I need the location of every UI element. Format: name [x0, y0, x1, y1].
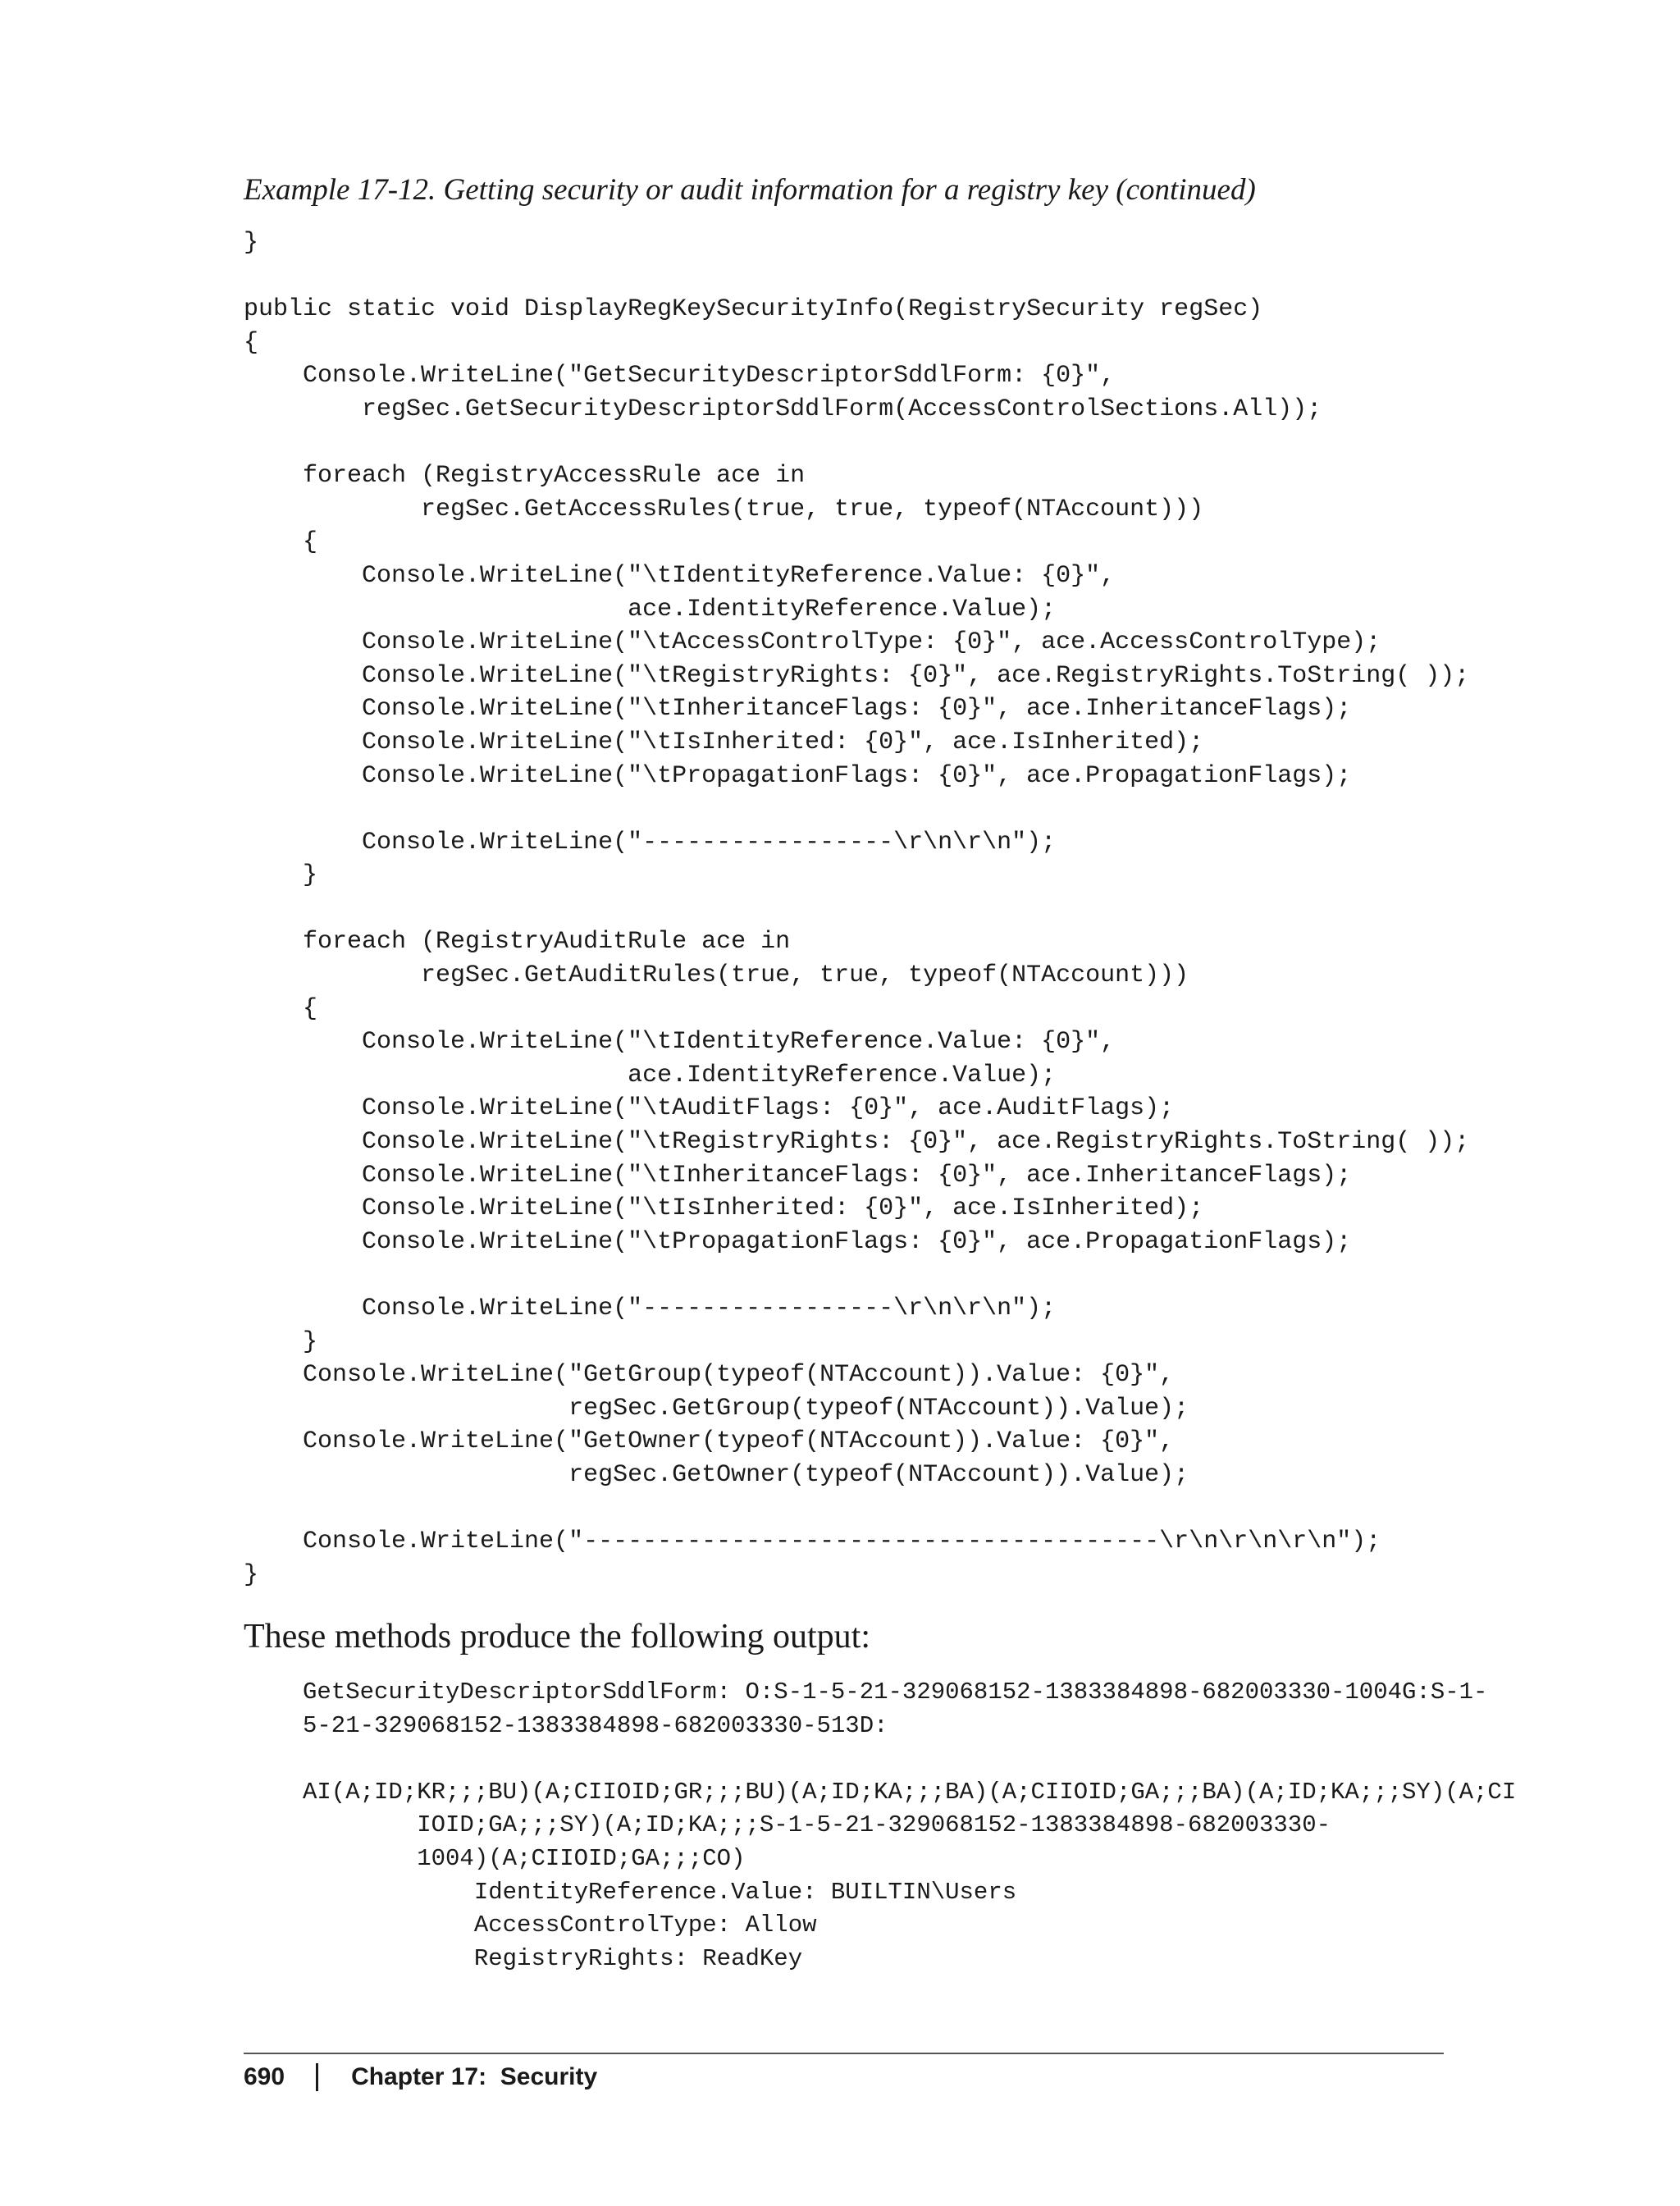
- page-number: 690: [244, 2063, 285, 2090]
- code-line: Console.WriteLine("\tIsInherited: {0}", ace.IsInherited);: [244, 1194, 1204, 1223]
- output-line: 5-21-329068152-1383384898-682003330-513D:: [303, 1711, 888, 1739]
- example-caption: Example 17-12. Getting security or audit information for a registry key (continued): [244, 173, 1256, 207]
- code-line: [244, 260, 1469, 294]
- code-line: {: [244, 328, 259, 357]
- code-line: {: [244, 528, 318, 557]
- code-line: Console.WriteLine("---------------------------------------\r\n\r\n\r\n");: [244, 1528, 1381, 1556]
- code-line: regSec.GetOwner(typeof(NTAccount)).Value);: [244, 1460, 1189, 1489]
- output-line: [303, 1742, 1516, 1776]
- output-listing: [303, 1676, 1516, 1975]
- output-line: IOID;GA;;;SY)(A;ID;KA;;;S-1-5-21-329068152-1383384898-682003330-: [303, 1811, 1331, 1839]
- code-line: Console.WriteLine("\tRegistryRights: {0}", ace.RegistryRights.ToString( ));: [244, 1128, 1470, 1157]
- code-line: [244, 893, 1469, 926]
- code-line: Console.WriteLine("-----------------\r\n\r\n");: [244, 1295, 1057, 1322]
- code-line: [244, 792, 1469, 826]
- code-listing: [244, 226, 1469, 1625]
- code-line: foreach (RegistryAccessRule ace in: [244, 462, 806, 491]
- code-line: }: [244, 1327, 318, 1356]
- code-line: }: [244, 861, 318, 890]
- output-line: RegistryRights: ReadKey: [303, 1944, 803, 1972]
- page-footer: [244, 2059, 597, 2095]
- code-line: Console.WriteLine("-----------------\r\n\r\n");: [244, 828, 1057, 856]
- output-line: GetSecurityDescriptorSddlForm: O:S-1-5-21-329068152-1383384898-682003330-1004G:S-1-: [303, 1678, 1488, 1706]
- code-line: regSec.GetSecurityDescriptorSddlForm(AccessControlSections.All));: [244, 395, 1322, 423]
- code-line: [244, 427, 1469, 460]
- code-line: Console.WriteLine("GetOwner(typeof(NTAccount)).Value: {0}",: [244, 1427, 1175, 1456]
- code-line: Console.WriteLine("\tPropagationFlags: {0}", ace.PropagationFlags);: [244, 761, 1352, 790]
- code-line: ace.IdentityReference.Value);: [244, 1061, 1057, 1089]
- output-line: 1004)(A;CIIOID;GA;;;CO): [303, 1844, 746, 1872]
- code-line: Console.WriteLine("\tInheritanceFlags: {0}", ace.InheritanceFlags);: [244, 1161, 1352, 1190]
- footer-divider: [244, 2053, 1444, 2054]
- code-line: Console.WriteLine("\tIdentityReference.Value: {0}",: [244, 1028, 1116, 1057]
- code-line: Console.WriteLine("GetSecurityDescriptorSddlForm: {0}",: [244, 362, 1116, 391]
- code-line: {: [244, 994, 318, 1023]
- code-line: regSec.GetAuditRules(true, true, typeof(NTAccount))): [244, 961, 1189, 990]
- output-line: AI(A;ID;KR;;;BU)(A;CIIOID;GR;;;BU)(A;ID;KA;;;BA)(A;CIIOID;GA;;;BA)(A;ID;KA;;;SY)(A;CI: [303, 1778, 1517, 1806]
- code-line: [244, 1258, 1469, 1292]
- code-line: }: [244, 1560, 259, 1589]
- output-line: IdentityReference.Value: BUILTIN\Users: [303, 1878, 1017, 1906]
- code-line: Console.WriteLine("GetGroup(typeof(NTAccount)).Value: {0}",: [244, 1361, 1175, 1390]
- code-line: Console.WriteLine("\tPropagationFlags: {0}", ace.PropagationFlags);: [244, 1227, 1352, 1256]
- code-line: Console.WriteLine("\tAuditFlags: {0}", ace.AuditFlags);: [244, 1094, 1175, 1123]
- code-line: ace.IdentityReference.Value);: [244, 595, 1057, 623]
- code-line: }: [244, 229, 259, 257]
- code-line: Console.WriteLine("\tAccessControlType: {0}", ace.AccessControlType);: [244, 628, 1381, 657]
- code-line: Console.WriteLine("\tInheritanceFlags: {0}", ace.InheritanceFlags);: [244, 695, 1352, 724]
- code-line: Console.WriteLine("\tRegistryRights: {0}", ace.RegistryRights.ToString( ));: [244, 661, 1470, 690]
- code-line: foreach (RegistryAuditRule ace in: [244, 928, 791, 957]
- code-line: public static void DisplayRegKeySecurityInfo(RegistrySecurity regSec): [244, 295, 1263, 324]
- code-line: Console.WriteLine("\tIsInherited: {0}", ace.IsInherited);: [244, 728, 1204, 756]
- chapter-title: Chapter 17: Security: [351, 2063, 598, 2090]
- output-line: AccessControlType: Allow: [303, 1911, 817, 1939]
- footer-separator: [316, 2063, 318, 2091]
- code-line: Console.WriteLine("\tIdentityReference.Value: {0}",: [244, 561, 1116, 590]
- code-line: regSec.GetAccessRules(true, true, typeof(NTAccount))): [244, 495, 1204, 523]
- code-line: [244, 1492, 1469, 1526]
- code-line: regSec.GetGroup(typeof(NTAccount)).Value);: [244, 1394, 1189, 1423]
- body-paragraph: These methods produce the following output:: [244, 1618, 871, 1656]
